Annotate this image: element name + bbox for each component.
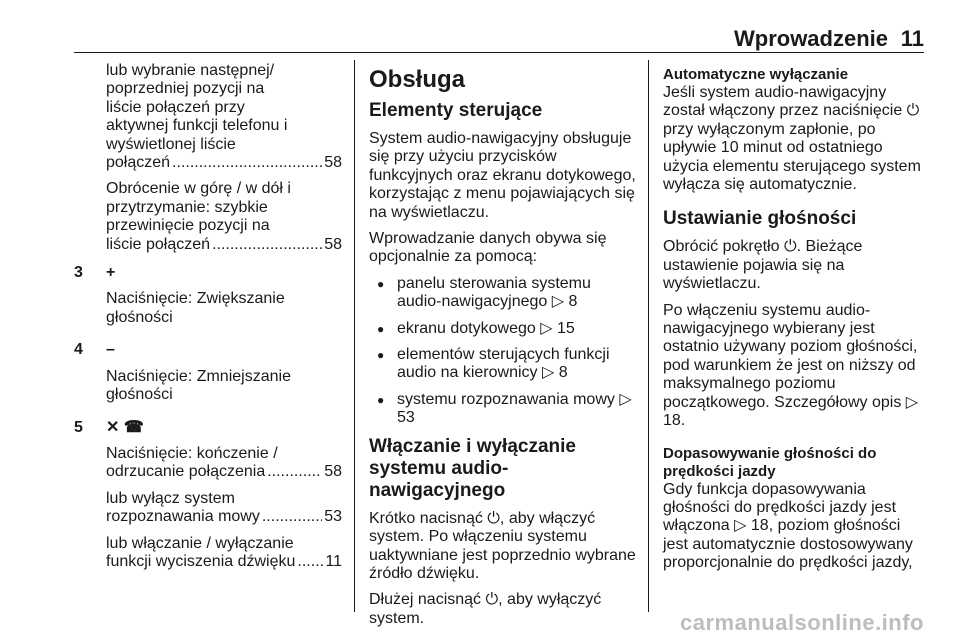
input-methods-list [369,275,639,428]
page-ref-link[interactable]: 58 [324,154,342,172]
entry-leader-line [106,154,342,172]
entry-next-prev [74,62,342,172]
entry-last-text: funkcji wyciszenia dźwięku [106,552,296,570]
entry-line: Naciśnięcie: kończenie / [106,444,278,462]
entry-last-text: połączeń [106,154,171,172]
list-item: ● ekranu dotykowego ▷ 15 [369,320,639,338]
subsection-title: Ustawianie głośności [663,208,857,230]
column-divider-1 [354,60,355,612]
item-label: + [106,264,116,282]
entry-line: lub wyłącz system [106,489,235,507]
entry-line: Obrócenie w górę / w dół i [106,180,291,198]
paragraph: Po włączeniu systemu audio-nawigacyjnego wybierany jest ostatnio używany poziom głośności, pod warunkiem że jest on niższy od maksymalnego poziomu początkowego. Szczegółowy opis ▷ 18. [663,301,919,430]
entry-end-call [74,445,342,482]
phone-hangup-icon: ✕ ☎ [106,418,144,436]
page-header [0,26,960,54]
page-ref-link[interactable]: 11 [325,552,342,570]
item-label: – [106,341,115,359]
column-3 [663,62,925,581]
page-number: 11 [900,26,924,51]
paragraph: Krótko nacisnąć ⏻, aby włączyć system. Po włączeniu systemu uaktywniane jest poprzednio wybrane źródło dźwięku. [369,509,636,582]
item-number: 5 [74,418,83,436]
entry-leader-line [106,553,342,571]
entry-last-text: rozpoznawania mowy [106,508,260,526]
entry-line: lub wybranie następnej/ [106,62,275,79]
paragraph: Wprowadzanie danych obywa się opcjonalnie za pomocą: [369,230,607,266]
paragraph: Gdy funkcja dopasowywania głośności do prędkości jazdy jest włączona ▷ 18, poziom głośności jest automatycznie dostosowywany proporcjonalnie do prędkości jazdy, [663,480,913,572]
page-ref-link[interactable]: 58 [324,463,342,481]
entry-leader-line [106,463,342,481]
paragraph: Obrócić pokrętło ⏻. Bieżące ustawienie pojawia się na wyświetlaczu. [663,238,863,293]
item-number: 4 [74,341,83,359]
subheading: Automatyczne wyłączanie [663,66,849,83]
paragraph: Jeśli system audio-nawigacyjny został włączony przez naciśnięcie ⏻ przy wyłączonym zapłonie, po upływie 10 minut od ostatniego użycia elementu sterującego system wyłącza się automatycznie. [663,84,921,194]
column-2 [369,62,639,636]
entry-fast-scroll [74,180,342,254]
watermark: carmanualsonline.info [680,610,924,635]
column-divider-2 [648,60,649,612]
column-1 [74,62,342,571]
entry-leader-line [106,236,342,254]
item-number: 3 [74,264,83,282]
subsection-title: Elementy sterujące [369,100,543,121]
item-5-heading [74,419,342,437]
item-3-heading [74,264,342,282]
entry-last-text: liście połączeń [106,235,211,253]
dot-leader [267,463,322,481]
paragraph: Dłużej nacisnąć ⏻, aby wyłączyć system. [369,591,602,627]
entry-line: przytrzymanie: szybkie [106,198,268,216]
item-3-text: Naciśnięcie: Zwiększanie głośności [106,290,285,326]
item-4-text: Naciśnięcie: Zmniejszanie głośności [106,367,291,404]
entry-line: liście połączeń przy [106,98,245,116]
header-title: Wprowadzenie [733,26,888,51]
page-ref-link[interactable]: 58 [324,235,342,253]
header-rule [74,52,924,53]
subheading: Dopasowywanie głośności do prędkości jazdy [663,444,877,480]
dot-leader [297,553,323,571]
entry-line: poprzedniej pozycji na [106,80,265,98]
dot-leader [212,236,322,254]
entry-leader-line [106,508,342,526]
page-ref-link[interactable]: 53 [324,508,342,526]
dot-leader [172,154,322,172]
list-item: ● systemu rozpoznawania mowy ▷ 53 [369,391,639,428]
entry-mute [74,535,342,572]
section-title: Obsługa [369,66,466,93]
entry-line: wyświetlonej liście [106,135,236,153]
entry-line: aktywnej funkcji telefonu i [106,117,288,135]
entry-last-text: odrzucanie połączenia [106,463,266,481]
dot-leader [262,508,322,526]
item-4-heading [74,341,342,359]
subsection-title: Włączanie i wyłączanie systemu audio-nawigacyjnego [369,435,576,501]
entry-line: lub włączanie / wyłączanie [106,534,294,552]
entry-voice-off [74,490,342,527]
entry-line: przewinięcie pozycji na [106,217,270,235]
list-item: ● panelu sterowania systemu audio-nawigacyjnego ▷ 8 [369,275,639,312]
paragraph: System audio-nawigacyjny obsługuje się przy użyciu przycisków funkcyjnych oraz ekranu dotykowego, korzystając z menu pojawiających się na wyświetlaczu. [369,130,636,221]
list-item: ● elementów sterujących funkcji audio na kierownicy ▷ 8 [369,346,639,383]
